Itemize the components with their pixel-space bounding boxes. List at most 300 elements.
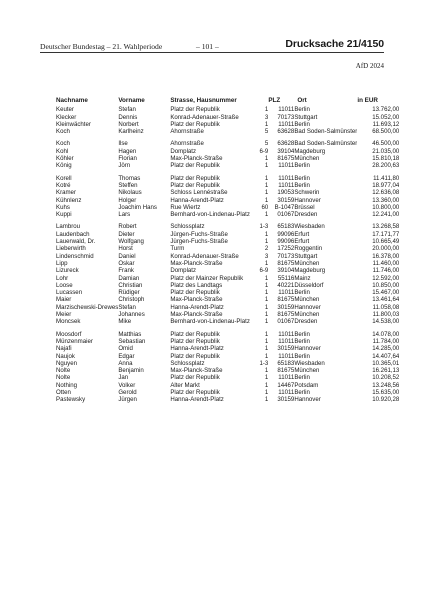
cell-lastname: Lipp <box>56 259 68 267</box>
cell-street: Platz der Republik <box>170 289 220 297</box>
cell-lastname: Pastewsky <box>56 396 86 404</box>
table-row <box>56 396 399 403</box>
cell-lastname: Lambrou <box>56 223 81 231</box>
cell-firstname: Christoph <box>118 296 145 304</box>
cell-house-number: 1 <box>264 330 269 338</box>
cell-amount: 21.035,00 <box>372 147 400 155</box>
cell-firstname: Sebastian <box>118 337 146 345</box>
cell-house-number: 1 <box>264 162 269 170</box>
cell-plz: 11011 <box>278 174 295 182</box>
cell-lastname: Lizureck <box>56 267 79 275</box>
cell-lastname: König <box>56 162 72 170</box>
cell-amount: 10.920,28 <box>372 396 400 404</box>
cell-street: Ahornstraße <box>170 140 204 148</box>
cell-lastname: Otten <box>56 388 71 396</box>
cell-lastname: Maier <box>56 296 72 304</box>
table-row <box>56 231 399 238</box>
cell-street: Platz der Republik <box>170 106 220 114</box>
cell-lastname: Nothing <box>56 381 78 389</box>
cell-plz: 81675 <box>277 259 295 267</box>
cell-city: München <box>294 311 320 319</box>
cell-firstname: Oskar <box>118 259 135 267</box>
table-row <box>56 135 399 147</box>
table-row <box>56 218 399 230</box>
cell-street: Platz der Mainzer Republik <box>170 274 244 282</box>
cell-amount: 10.665,49 <box>372 238 400 246</box>
table-row <box>56 282 399 289</box>
cell-amount: 15.635,00 <box>372 388 400 396</box>
column-header-lastname: Nachname <box>56 97 88 104</box>
cell-street: Max-Planck-Straße <box>170 367 223 375</box>
table-row <box>56 114 399 121</box>
cell-city: München <box>294 367 320 375</box>
cell-firstname: Dieter <box>118 230 135 238</box>
cell-plz: 81675 <box>277 296 295 304</box>
cell-house-number: 1 <box>264 238 269 246</box>
cell-plz: 11011 <box>278 352 295 360</box>
cell-city: Hannover <box>294 303 321 311</box>
cell-city: Magdeburg <box>294 267 326 275</box>
cell-house-number: 1 <box>264 230 269 238</box>
cell-street: Jürgen-Fuchs-Straße <box>170 230 228 238</box>
cell-street: Schlossplatz <box>170 223 205 231</box>
cell-lastname: Kotré <box>56 181 71 189</box>
table-row <box>56 121 399 128</box>
cell-firstname: Gerold <box>118 388 137 396</box>
cell-city: Bad Soden-Salmünster <box>294 140 358 148</box>
cell-house-number: 3 <box>264 113 269 121</box>
cell-city: Hannover <box>294 345 321 353</box>
cell-firstname: Mike <box>118 318 132 326</box>
cell-plz: 81675 <box>277 155 295 163</box>
cell-firstname: Damian <box>118 274 140 282</box>
table-row <box>56 382 399 389</box>
document-id: 21/4150 <box>346 38 384 50</box>
cell-lastname: Najafi <box>56 345 72 353</box>
cell-lastname: Korell <box>56 174 72 182</box>
cell-house-number: 1-3 <box>259 359 269 367</box>
cell-city: Berlin <box>294 352 310 360</box>
cell-lastname: Lohr <box>56 274 69 282</box>
cell-city: München <box>294 155 320 163</box>
cell-amount: 16.378,00 <box>372 252 400 260</box>
cell-street: Ahornstraße <box>170 128 204 136</box>
cell-firstname: Anna <box>118 359 133 367</box>
cell-amount: 10.365,01 <box>372 359 400 367</box>
cell-city: München <box>294 259 320 267</box>
cell-street: Max-Planck-Straße <box>170 155 223 163</box>
cell-amount: 13.762,00 <box>372 106 400 114</box>
cell-street: Schlossplatz <box>170 359 205 367</box>
cell-plz: 81675 <box>277 367 295 375</box>
cell-city: Bad Soden-Salmünster <box>294 128 358 136</box>
cell-lastname: Münzenmaier <box>56 337 93 345</box>
cell-lastname: Kramer <box>56 189 76 197</box>
cell-firstname: Matthias <box>118 330 142 338</box>
cell-house-number: 1 <box>264 367 269 375</box>
cell-firstname: Holger <box>118 196 137 204</box>
cell-house-number: 1 <box>264 352 269 360</box>
cell-firstname: Ilse <box>118 140 128 148</box>
cell-house-number: 1 <box>264 155 269 163</box>
cell-house-number: 1 <box>264 211 269 219</box>
cell-street: Bernhard-von-Lindenau-Platz <box>170 211 250 219</box>
cell-amount: 11.800,03 <box>372 311 400 319</box>
column-header-firstname: Vorname <box>118 97 145 104</box>
cell-house-number: 1 <box>264 181 269 189</box>
cell-firstname: Steffen <box>118 181 138 189</box>
cell-plz: 11011 <box>278 337 295 345</box>
cell-amount: 10.208,52 <box>372 374 400 382</box>
cell-house-number: 1 <box>264 289 269 297</box>
table-row <box>56 245 399 252</box>
cell-lastname: Lucassen <box>56 289 83 297</box>
cell-street: Max-Planck-Straße <box>170 311 223 319</box>
cell-amount: 14.285,00 <box>372 345 400 353</box>
cell-firstname: Edgar <box>118 352 135 360</box>
cell-amount: 68.500,00 <box>372 128 400 136</box>
cell-city: Dresden <box>294 318 318 326</box>
cell-city: Roggentin <box>294 245 323 253</box>
cell-house-number: 1 <box>264 106 269 114</box>
cell-plz: 65183 <box>277 223 295 231</box>
cell-house-number: 1 <box>264 318 269 326</box>
cell-plz: 14467 <box>277 381 295 389</box>
cell-amount: 18.977,04 <box>372 181 400 189</box>
cell-firstname: Frank <box>118 267 134 275</box>
table-row <box>56 318 399 325</box>
cell-firstname: Wolfgang <box>118 238 144 246</box>
cell-firstname: Rüdiger <box>118 289 140 297</box>
cell-lastname: Nolte <box>56 374 71 382</box>
cell-amount: 15.810,18 <box>372 155 400 163</box>
cell-house-number: 1 <box>264 196 269 204</box>
cell-plz: 63628 <box>277 140 295 148</box>
table-row <box>56 275 399 282</box>
cell-firstname: Volker <box>118 381 136 389</box>
cell-city: Berlin <box>294 120 310 128</box>
cell-street: Platz des Landtags <box>170 281 223 289</box>
cell-street: Rue Wiertz <box>170 203 201 211</box>
cell-street: Hanna-Arendt-Platz <box>170 196 224 204</box>
cell-firstname: Robert <box>118 223 137 231</box>
cell-street: Domplatz <box>170 147 197 155</box>
cell-city: München <box>294 296 320 304</box>
cell-amount: 11.411,80 <box>373 174 400 182</box>
cell-city: Berlin <box>294 106 310 114</box>
cell-lastname: Klecker <box>56 113 77 121</box>
cell-firstname: Jürgen <box>118 396 137 404</box>
cell-lastname: Lauerwald, Dr. <box>56 238 96 246</box>
document-label: Drucksache <box>285 38 344 50</box>
cell-house-number: 1 <box>264 259 269 267</box>
cell-amount: 11.058,08 <box>372 303 400 311</box>
cell-plz: 55116 <box>277 274 295 282</box>
cell-lastname: Kuppi <box>56 211 72 219</box>
cell-house-number: 1 <box>264 296 269 304</box>
table-row <box>56 389 399 396</box>
cell-lastname: Moosdorf <box>56 330 82 338</box>
table-row <box>56 260 399 267</box>
cell-street: Turm <box>170 245 185 253</box>
cell-firstname: Dennis <box>118 113 138 121</box>
cell-amount: 12.241,00 <box>372 211 400 219</box>
cell-firstname: Benjamin <box>118 367 144 375</box>
cell-amount: 16.261,13 <box>372 367 400 375</box>
table-row <box>56 338 399 345</box>
cell-amount: 13.360,00 <box>372 196 400 204</box>
cell-house-number: 5 <box>264 128 269 136</box>
table-row <box>56 170 399 182</box>
column-header-amount: in EUR <box>357 97 378 104</box>
table-row <box>56 267 399 274</box>
cell-amount: 28.200,63 <box>372 162 400 170</box>
cell-street: Max-Planck-Straße <box>170 259 223 267</box>
cell-lastname: Meier <box>56 311 72 319</box>
cell-street: Domplatz <box>170 267 197 275</box>
cell-city: Berlin <box>294 337 310 345</box>
cell-plz: 70173 <box>277 113 295 121</box>
party-label: AfD 2024 <box>355 62 384 70</box>
cell-lastname: Koch <box>56 128 70 136</box>
cell-city: Berlin <box>294 374 310 382</box>
cell-street: Platz der Republik <box>170 120 220 128</box>
cell-plz: 40221 <box>277 281 295 289</box>
cell-firstname: Norbert <box>118 120 139 128</box>
cell-amount: 13.461,64 <box>372 296 400 304</box>
cell-plz: 99096 <box>277 238 295 246</box>
header-divider <box>40 52 384 53</box>
cell-firstname: Thomas <box>118 174 141 182</box>
cell-house-number: 1 <box>264 120 269 128</box>
cell-amount: 11.693,12 <box>372 120 400 128</box>
cell-house-number: 1 <box>264 303 269 311</box>
cell-lastname: Nguyen <box>56 359 78 367</box>
cell-house-number: 6-9 <box>259 147 269 155</box>
cell-firstname: Joachim Hans <box>118 203 157 211</box>
cell-firstname: Nikolaus <box>118 189 142 197</box>
cell-amount: 12.636,08 <box>372 189 400 197</box>
column-header-city: Ort <box>297 97 307 104</box>
cell-house-number: 1 <box>264 274 269 282</box>
cell-plz: B-1047 <box>274 203 295 211</box>
cell-lastname: Kleinwächter <box>56 120 91 128</box>
cell-street: Platz der Republik <box>170 388 220 396</box>
cell-firstname: Jörn <box>118 162 131 170</box>
table-row <box>56 197 399 204</box>
cell-amount: 46.500,00 <box>372 140 400 148</box>
cell-city: Erfurt <box>294 238 310 246</box>
cell-lastname: Kühnlenz <box>56 196 82 204</box>
cell-house-number: 2 <box>264 245 269 253</box>
cell-plz: 39104 <box>277 147 295 155</box>
cell-amount: 11.784,00 <box>372 337 400 345</box>
cell-firstname: Hagen <box>118 147 137 155</box>
cell-plz: 39104 <box>277 267 295 275</box>
cell-amount: 11.746,00 <box>372 267 400 275</box>
cell-street: Max-Planck-Straße <box>170 296 223 304</box>
cell-amount: 10.850,00 <box>372 281 400 289</box>
table-row <box>56 360 399 367</box>
cell-firstname: Jan <box>118 374 129 382</box>
cell-city: Berlin <box>294 174 310 182</box>
cell-house-number: 1-3 <box>259 223 269 231</box>
cell-house-number: 60 <box>261 203 269 211</box>
cell-lastname: Kohl <box>56 147 69 155</box>
cell-amount: 12.592,00 <box>372 274 400 282</box>
table-row <box>56 238 399 245</box>
cell-plz: 30159 <box>277 396 295 404</box>
cell-lastname: Kuhs <box>56 203 70 211</box>
cell-lastname: Naujok <box>56 352 75 360</box>
cell-plz: 11011 <box>278 374 295 382</box>
column-header-street: Strasse, Hausnummer <box>170 97 237 104</box>
cell-house-number: 1 <box>264 337 269 345</box>
cell-lastname: Köhler <box>56 155 74 163</box>
cell-plz: 65183 <box>277 359 295 367</box>
cell-street: Platz der Republik <box>170 181 220 189</box>
table-row <box>56 345 399 352</box>
cell-firstname: Stefan <box>118 106 136 114</box>
cell-house-number: 1 <box>264 189 269 197</box>
table-header-row <box>56 97 399 106</box>
cell-street: Platz der Republik <box>170 374 220 382</box>
header-periodical: Deutscher Bundestag – 21. Wahlperiode <box>40 42 163 51</box>
cell-street: Platz der Republik <box>170 352 220 360</box>
cell-plz: 11011 <box>278 162 295 170</box>
cell-amount: 15.052,00 <box>372 113 400 121</box>
table-row <box>56 182 399 189</box>
table-row <box>56 326 399 338</box>
cell-plz: 63628 <box>277 128 295 136</box>
cell-plz: 30159 <box>277 303 295 311</box>
cell-street: Jürgen-Fuchs-Straße <box>170 238 228 246</box>
cell-firstname: Karlheinz <box>118 128 144 136</box>
cell-lastname: Moncsek <box>56 318 81 326</box>
cell-amount: 15.467,00 <box>372 289 400 297</box>
cell-plz: 11011 <box>278 330 295 338</box>
cell-city: Berlin <box>294 388 310 396</box>
cell-amount: 13.268,58 <box>372 223 400 231</box>
table-row <box>56 304 399 311</box>
cell-plz: 11011 <box>278 120 295 128</box>
cell-street: Platz der Republik <box>170 174 220 182</box>
cell-city: Dresden <box>294 211 318 219</box>
cell-lastname: Keuter <box>56 106 74 114</box>
cell-plz: 01067 <box>277 318 295 326</box>
cell-house-number: 1 <box>264 174 269 182</box>
cell-house-number: 1 <box>264 345 269 353</box>
column-header-number <box>250 97 268 106</box>
cell-house-number: 3 <box>264 252 269 260</box>
table-row <box>56 189 399 196</box>
cell-house-number: 5 <box>264 140 269 148</box>
table-row <box>56 367 399 374</box>
table-row <box>56 289 399 296</box>
column-header-plz: PLZ <box>268 97 281 104</box>
cell-street: Platz der Republik <box>170 330 220 338</box>
cell-amount: 20.000,00 <box>372 245 400 253</box>
cell-lastname: Laudenbach <box>56 230 90 238</box>
cell-city: Berlin <box>294 181 310 189</box>
cell-city: Magdeburg <box>294 147 326 155</box>
cell-firstname: Johannes <box>118 311 145 319</box>
cell-street: Platz der Republik <box>170 337 220 345</box>
cell-amount: 13.248,56 <box>372 381 400 389</box>
cell-plz: 11011 <box>278 106 295 114</box>
cell-plz: 99096 <box>277 230 295 238</box>
cell-city: Berlin <box>294 162 310 170</box>
cell-city: Erfurt <box>294 230 310 238</box>
table-row <box>56 353 399 360</box>
cell-city: Stuttgart <box>294 252 318 260</box>
page-number: – 101 – <box>196 42 219 51</box>
cell-plz: 19053 <box>277 189 295 197</box>
cell-city: Berlin <box>294 330 310 338</box>
cell-house-number: 1 <box>264 388 269 396</box>
cell-lastname: Marzischewski-Drewes <box>56 303 119 311</box>
cell-street: Konrad-Adenauer-Straße <box>170 252 239 260</box>
cell-street: Hanna-Arendt-Platz <box>170 303 224 311</box>
cell-plz: 11011 <box>278 388 295 396</box>
cell-firstname: Daniel <box>118 252 136 260</box>
cell-lastname: Nolte <box>56 367 71 375</box>
cell-city: Düsseldorf <box>294 281 324 289</box>
cell-plz: 01067 <box>277 211 295 219</box>
cell-plz: 30159 <box>277 345 295 353</box>
table-row <box>56 162 399 169</box>
cell-house-number: 1 <box>264 381 269 389</box>
cell-plz: 81675 <box>277 311 295 319</box>
cell-firstname: Horst <box>118 245 133 253</box>
cell-plz: 11011 <box>278 181 295 189</box>
cell-amount: 17.171,77 <box>372 230 400 238</box>
cell-street: Schloss Lennéstraße <box>170 189 228 197</box>
cell-lastname: Koch <box>56 140 70 148</box>
cell-house-number: 1 <box>264 374 269 382</box>
cell-plz: 70173 <box>277 252 295 260</box>
cell-street: Bernhard-von-Lindenau-Platz <box>170 318 250 326</box>
cell-city: Mainz <box>294 274 311 282</box>
table-row <box>56 311 399 318</box>
cell-city: Wiesbaden <box>294 223 325 231</box>
table-row <box>56 155 399 162</box>
cell-city: Hannover <box>294 396 321 404</box>
cell-house-number: 1 <box>264 396 269 404</box>
cell-street: Platz der Republik <box>170 162 220 170</box>
cell-street: Konrad-Adenauer-Straße <box>170 113 239 121</box>
cell-plz: 30159 <box>277 196 295 204</box>
cell-lastname: Loose <box>56 281 73 289</box>
cell-amount: 14.407,64 <box>372 352 400 360</box>
cell-city: Wiesbaden <box>294 359 325 367</box>
cell-city: Schwerin <box>294 189 320 197</box>
cell-plz: 17252 <box>277 245 295 253</box>
cell-street: Hanna-Arendt-Platz <box>170 396 224 404</box>
cell-street: Hanna-Arendt-Platz <box>170 345 224 353</box>
cell-amount: 11.460,00 <box>372 259 400 267</box>
cell-street: Alter Markt <box>170 381 200 389</box>
cell-amount: 10.800,00 <box>372 203 400 211</box>
table-row <box>56 148 399 155</box>
cell-amount: 14.078,00 <box>372 330 400 338</box>
table-row <box>56 204 399 211</box>
table-row <box>56 128 399 135</box>
cell-amount: 14.538,00 <box>372 318 400 326</box>
cell-firstname: Christian <box>118 281 143 289</box>
document-number <box>285 38 384 50</box>
cell-house-number: 1 <box>264 311 269 319</box>
